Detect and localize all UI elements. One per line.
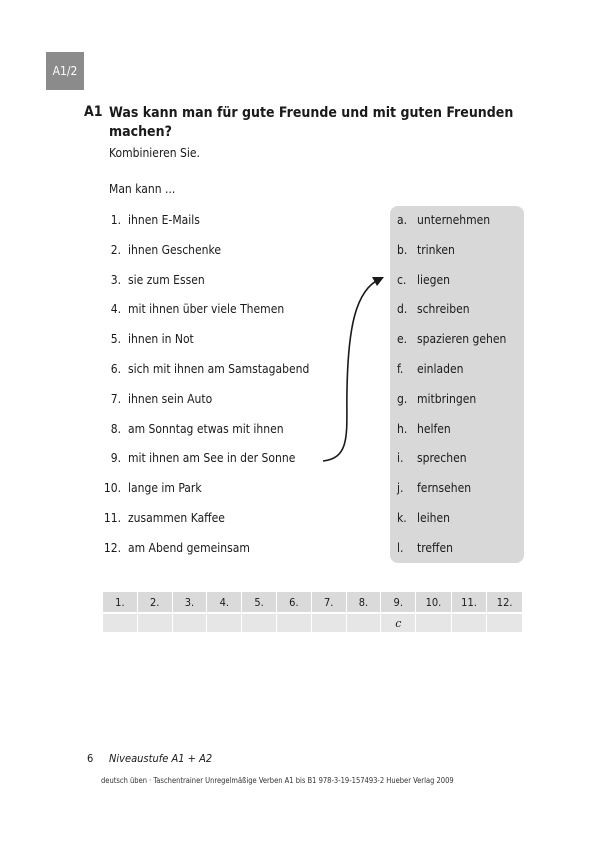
answer-header-cell: 5. [242, 592, 277, 613]
verb-letter: f. [397, 362, 404, 376]
left-phrase-number: 4. [110, 302, 121, 317]
publisher-line: deutsch üben · Taschentrainer Unregelmäßige Verben A1 bis B1 978-3-19-157493-2 Hueber Verlag 2009 [101, 776, 454, 785]
verb-text: trinken [417, 242, 455, 257]
left-phrase-number: 1. [110, 213, 121, 227]
left-phrase-number: 9. [110, 451, 121, 466]
answer-cell[interactable] [103, 613, 138, 632]
verb-text: helfen [417, 421, 451, 436]
verb-letter: d. [397, 302, 408, 317]
left-phrase-text: ihnen Geschenke [128, 242, 221, 257]
left-phrase-number: 3. [110, 272, 121, 287]
verb-text: einladen [417, 362, 464, 376]
answer-cell[interactable] [487, 613, 523, 632]
answer-cell[interactable]: c [381, 613, 416, 632]
left-phrase-text: ihnen E-Mails [128, 213, 200, 227]
answer-cell[interactable] [172, 613, 207, 632]
left-phrase-number: 2. [110, 242, 121, 257]
left-phrase-text: mit ihnen über viele Themen [128, 302, 285, 317]
verb-text: leihen [417, 511, 450, 525]
left-phrase-text: sich mit ihnen am Samstagabend [128, 362, 310, 376]
left-phrase-text: am Sonntag etwas mit ihnen [128, 421, 284, 436]
verb-text: schreiben [417, 302, 470, 317]
verb-letter: b. [397, 242, 408, 257]
unit-tag: A1/2 [46, 52, 84, 90]
left-phrase-text: mit ihnen am See in der Sonne [128, 451, 296, 466]
left-phrase-number: 5. [110, 332, 121, 347]
left-phrase-text: ihnen sein Auto [128, 391, 213, 406]
verb-letter: c. [397, 272, 407, 287]
arrow-head-icon [372, 277, 384, 286]
left-phrase-text: ihnen in Not [128, 332, 194, 347]
answer-cell[interactable] [451, 613, 487, 632]
verb-text: spazieren gehen [417, 332, 507, 347]
exercise-intro: Man kann ... [109, 182, 176, 196]
exercise-title: Was kann man für gute Freunde und mit guten Freunden machen? [109, 105, 514, 140]
left-phrase-text: sie zum Essen [128, 272, 205, 287]
verb-text: mitbringen [417, 391, 477, 406]
answer-cell[interactable] [276, 613, 311, 632]
left-phrase-text: lange im Park [128, 481, 202, 496]
answer-header-cell: 11. [451, 592, 487, 613]
answer-header-cell: 7. [311, 592, 346, 613]
answer-cell[interactable] [311, 613, 346, 632]
answer-cell[interactable] [242, 613, 277, 632]
answer-header-cell: 12. [487, 592, 523, 613]
verb-text: treffen [417, 540, 453, 555]
verb-letter: e. [397, 332, 408, 347]
answer-header-cell: 1. [103, 592, 138, 613]
left-phrase-number: 12. [103, 540, 121, 555]
verb-letter: l. [397, 540, 404, 555]
left-phrase-text: am Abend gemeinsam [128, 540, 250, 555]
verb-letter: g. [397, 391, 408, 406]
verb-letter: h. [397, 421, 408, 436]
answer-header-cell: 9. [381, 592, 416, 613]
exercise-instruction: Kombinieren Sie. [109, 146, 200, 160]
page-number: 6 [87, 752, 94, 765]
answer-header-cell: 2. [137, 592, 172, 613]
left-phrase-text: zusammen Kaffee [128, 511, 225, 525]
left-phrase-number: 10. [103, 481, 121, 496]
left-phrase-number: 6. [110, 362, 121, 376]
answer-header-cell: 10. [416, 592, 452, 613]
answer-cell[interactable] [346, 613, 381, 632]
verb-letter: i. [397, 451, 404, 466]
left-phrase-number: 7. [110, 391, 121, 406]
answer-row [103, 613, 523, 632]
answer-table [102, 592, 523, 632]
answer-header-cell: 3. [172, 592, 207, 613]
answer-header-cell: 8. [346, 592, 381, 613]
answer-header-cell: 4. [207, 592, 242, 613]
verb-letter: j. [397, 481, 404, 496]
answer-header-cell: 6. [276, 592, 311, 613]
left-phrase-number: 8. [110, 421, 121, 436]
verb-text: fernsehen [417, 481, 472, 496]
verb-text: liegen [417, 272, 450, 287]
verb-letter: k. [397, 511, 407, 525]
answer-cell[interactable] [416, 613, 452, 632]
answer-cell[interactable] [207, 613, 242, 632]
verb-text: unternehmen [417, 213, 491, 227]
verb-letter: a. [397, 213, 408, 227]
left-phrase-number: 11. [103, 511, 121, 525]
answer-header-row [103, 592, 523, 613]
verb-text: sprechen [417, 451, 467, 466]
answer-cell[interactable] [137, 613, 172, 632]
level-label: Niveaustufe A1 + A2 [109, 752, 213, 765]
exercise-number: A1 [84, 104, 103, 120]
